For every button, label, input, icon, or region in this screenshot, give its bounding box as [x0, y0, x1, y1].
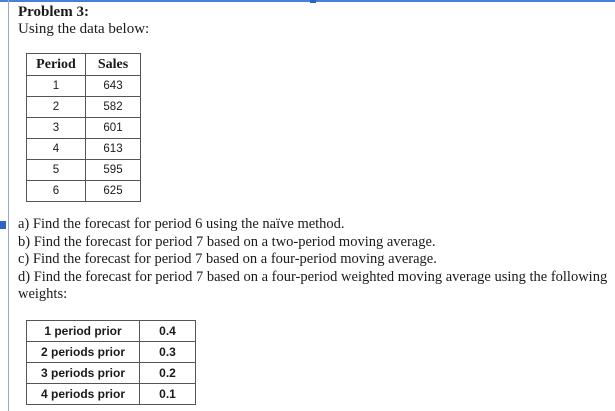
- question-list: [18, 216, 608, 304]
- question-a: a) Find the forecast for period 6 using the naïve method.: [18, 216, 345, 232]
- weight-value-cell: 0.3: [140, 342, 196, 363]
- text-cursor-marker: [0, 221, 6, 229]
- weights-table: [26, 320, 196, 405]
- weight-label-cell: 3 periods prior: [27, 363, 140, 384]
- table-row: [27, 160, 141, 181]
- weight-value-cell: 0.2: [140, 363, 196, 384]
- table-row: [27, 97, 141, 118]
- table-row: [27, 363, 196, 384]
- table-row: [27, 384, 196, 405]
- table-row: [27, 139, 141, 160]
- weight-value-cell: 0.1: [140, 384, 196, 405]
- sales-cell: 613: [86, 139, 141, 160]
- period-cell: 3: [27, 118, 86, 139]
- problem-title: Problem 3:: [18, 4, 89, 20]
- sales-cell: 601: [86, 118, 141, 139]
- sales-cell: 582: [86, 97, 141, 118]
- sales-data-table: [26, 53, 141, 202]
- sales-column-header: Sales: [86, 54, 141, 76]
- problem-intro: Using the data below:: [18, 21, 150, 37]
- ruler-marker: [310, 0, 316, 3]
- period-cell: 6: [27, 181, 86, 202]
- question-d: d) Find the forecast for period 7 based on a four-period weighted moving average using the following weights:: [18, 268, 608, 303]
- table-row: [27, 321, 196, 342]
- sales-cell: 595: [86, 160, 141, 181]
- document-top-border: [0, 0, 615, 2]
- document-left-margin-line: [8, 0, 9, 411]
- weight-label-cell: 2 periods prior: [27, 342, 140, 363]
- period-cell: 5: [27, 160, 86, 181]
- sales-cell: 643: [86, 76, 141, 97]
- table-header-row: [27, 54, 141, 76]
- table-row: [27, 181, 141, 202]
- question-b: b) Find the forecast for period 7 based on a two-period moving average.: [18, 233, 436, 250]
- period-cell: 2: [27, 97, 86, 118]
- table-row: [27, 76, 141, 97]
- period-cell: 1: [27, 76, 86, 97]
- table-row: [27, 342, 196, 363]
- sales-cell: 625: [86, 181, 141, 202]
- period-cell: 4: [27, 139, 86, 160]
- period-column-header: Period: [27, 54, 86, 76]
- question-c: c) Find the forecast for period 7 based on a four-period moving average.: [18, 251, 437, 268]
- weight-label-cell: 4 periods prior: [27, 384, 140, 405]
- weight-value-cell: 0.4: [140, 321, 196, 342]
- weight-label-cell: 1 period prior: [27, 321, 140, 342]
- table-row: [27, 118, 141, 139]
